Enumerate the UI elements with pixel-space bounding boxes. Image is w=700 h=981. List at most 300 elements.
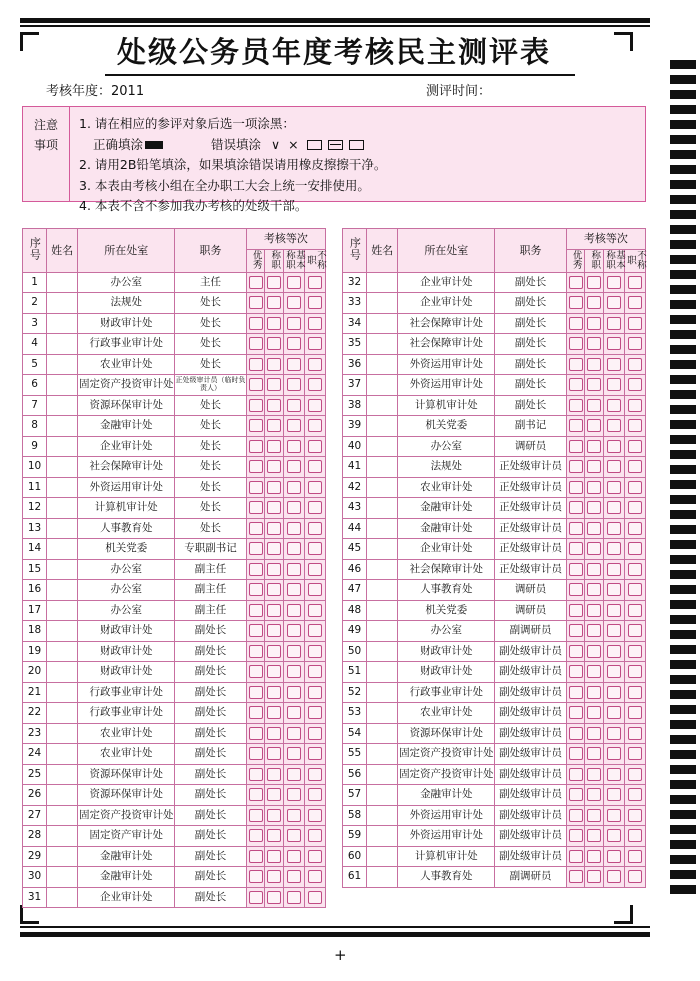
bubble-competent[interactable] [585,498,604,519]
bubble-mark[interactable] [267,870,281,883]
bubble-mark[interactable] [587,460,601,473]
bubble-mark[interactable] [607,358,621,371]
bubble-mark[interactable] [628,870,642,883]
bubble-competent[interactable] [585,867,604,888]
bubble-mark[interactable] [287,809,301,822]
bubble-mark[interactable] [287,440,301,453]
bubble-basic[interactable] [604,662,625,683]
bubble-competent[interactable] [585,272,604,293]
bubble-basic[interactable] [284,559,305,580]
bubble-basic[interactable] [604,682,625,703]
bubble-mark[interactable] [607,706,621,719]
bubble-basic[interactable] [604,641,625,662]
bubble-mark[interactable] [607,542,621,555]
bubble-competent[interactable] [585,313,604,334]
bubble-mark[interactable] [628,399,642,412]
bubble-competent[interactable] [585,703,604,724]
bubble-mark[interactable] [308,378,322,391]
bubble-mark[interactable] [308,727,322,740]
bubble-basic[interactable] [604,518,625,539]
bubble-basic[interactable] [604,293,625,314]
bubble-excellent[interactable] [246,375,265,396]
bubble-basic[interactable] [284,785,305,806]
bubble-mark[interactable] [569,706,583,719]
bubble-mark[interactable] [287,891,301,904]
bubble-mark[interactable] [607,399,621,412]
bubble-mark[interactable] [628,788,642,801]
bubble-excellent[interactable] [566,293,585,314]
bubble-basic[interactable] [604,621,625,642]
bubble-excellent[interactable] [246,621,265,642]
bubble-mark[interactable] [287,317,301,330]
bubble-mark[interactable] [249,563,263,576]
bubble-mark[interactable] [249,276,263,289]
bubble-mark[interactable] [267,358,281,371]
bubble-mark[interactable] [628,337,642,350]
bubble-incompetent[interactable] [305,703,326,724]
bubble-excellent[interactable] [246,539,265,560]
bubble-competent[interactable] [585,682,604,703]
bubble-basic[interactable] [284,621,305,642]
bubble-excellent[interactable] [566,559,585,580]
bubble-basic[interactable] [604,723,625,744]
bubble-mark[interactable] [569,624,583,637]
bubble-basic[interactable] [284,826,305,847]
bubble-mark[interactable] [249,850,263,863]
bubble-incompetent[interactable] [625,518,646,539]
bubble-excellent[interactable] [246,744,265,765]
bubble-basic[interactable] [604,416,625,437]
bubble-mark[interactable] [287,276,301,289]
bubble-mark[interactable] [587,276,601,289]
bubble-competent[interactable] [265,764,284,785]
bubble-competent[interactable] [585,826,604,847]
bubble-mark[interactable] [587,501,601,514]
bubble-mark[interactable] [249,706,263,719]
bubble-mark[interactable] [287,481,301,494]
bubble-mark[interactable] [628,727,642,740]
bubble-mark[interactable] [267,501,281,514]
bubble-incompetent[interactable] [625,600,646,621]
bubble-basic[interactable] [284,334,305,355]
bubble-basic[interactable] [284,867,305,888]
bubble-incompetent[interactable] [625,457,646,478]
bubble-excellent[interactable] [566,457,585,478]
bubble-competent[interactable] [265,826,284,847]
bubble-competent[interactable] [585,539,604,560]
bubble-mark[interactable] [607,296,621,309]
bubble-competent[interactable] [585,846,604,867]
bubble-excellent[interactable] [566,354,585,375]
bubble-mark[interactable] [628,768,642,781]
bubble-mark[interactable] [569,583,583,596]
bubble-incompetent[interactable] [625,477,646,498]
bubble-mark[interactable] [267,378,281,391]
bubble-excellent[interactable] [246,867,265,888]
bubble-incompetent[interactable] [625,764,646,785]
bubble-mark[interactable] [628,317,642,330]
bubble-mark[interactable] [267,563,281,576]
bubble-mark[interactable] [267,583,281,596]
bubble-excellent[interactable] [566,764,585,785]
bubble-basic[interactable] [284,641,305,662]
bubble-incompetent[interactable] [305,559,326,580]
bubble-mark[interactable] [569,604,583,617]
bubble-excellent[interactable] [246,293,265,314]
bubble-mark[interactable] [287,727,301,740]
bubble-competent[interactable] [265,805,284,826]
bubble-mark[interactable] [569,747,583,760]
bubble-competent[interactable] [265,313,284,334]
bubble-mark[interactable] [569,768,583,781]
bubble-basic[interactable] [604,313,625,334]
bubble-basic[interactable] [284,846,305,867]
bubble-excellent[interactable] [566,580,585,601]
bubble-competent[interactable] [585,764,604,785]
bubble-basic[interactable] [284,272,305,293]
bubble-incompetent[interactable] [305,580,326,601]
bubble-competent[interactable] [265,621,284,642]
bubble-basic[interactable] [284,580,305,601]
bubble-excellent[interactable] [246,457,265,478]
bubble-excellent[interactable] [566,477,585,498]
bubble-mark[interactable] [249,522,263,535]
bubble-mark[interactable] [607,645,621,658]
bubble-competent[interactable] [265,867,284,888]
bubble-incompetent[interactable] [305,334,326,355]
bubble-mark[interactable] [287,747,301,760]
bubble-competent[interactable] [585,477,604,498]
bubble-incompetent[interactable] [305,764,326,785]
bubble-excellent[interactable] [246,826,265,847]
bubble-incompetent[interactable] [625,313,646,334]
bubble-incompetent[interactable] [625,867,646,888]
bubble-competent[interactable] [585,334,604,355]
bubble-incompetent[interactable] [305,621,326,642]
bubble-competent[interactable] [265,662,284,683]
bubble-basic[interactable] [284,436,305,457]
bubble-mark[interactable] [587,645,601,658]
bubble-mark[interactable] [587,624,601,637]
bubble-excellent[interactable] [246,764,265,785]
bubble-mark[interactable] [569,870,583,883]
bubble-mark[interactable] [308,419,322,432]
bubble-basic[interactable] [284,395,305,416]
bubble-incompetent[interactable] [305,826,326,847]
bubble-mark[interactable] [569,788,583,801]
bubble-mark[interactable] [249,501,263,514]
bubble-mark[interactable] [628,358,642,371]
bubble-mark[interactable] [249,481,263,494]
bubble-basic[interactable] [284,375,305,396]
bubble-mark[interactable] [628,850,642,863]
bubble-mark[interactable] [607,440,621,453]
bubble-mark[interactable] [287,850,301,863]
bubble-excellent[interactable] [246,334,265,355]
bubble-mark[interactable] [587,419,601,432]
bubble-mark[interactable] [249,440,263,453]
bubble-mark[interactable] [287,788,301,801]
bubble-competent[interactable] [585,436,604,457]
bubble-mark[interactable] [308,829,322,842]
bubble-excellent[interactable] [246,703,265,724]
bubble-mark[interactable] [267,747,281,760]
bubble-mark[interactable] [587,768,601,781]
bubble-basic[interactable] [604,272,625,293]
bubble-mark[interactable] [628,378,642,391]
bubble-mark[interactable] [249,378,263,391]
bubble-competent[interactable] [265,395,284,416]
bubble-mark[interactable] [628,809,642,822]
bubble-incompetent[interactable] [625,621,646,642]
bubble-mark[interactable] [308,563,322,576]
bubble-mark[interactable] [587,378,601,391]
bubble-basic[interactable] [604,354,625,375]
bubble-excellent[interactable] [566,436,585,457]
bubble-basic[interactable] [604,436,625,457]
bubble-excellent[interactable] [246,518,265,539]
bubble-competent[interactable] [265,641,284,662]
bubble-incompetent[interactable] [625,293,646,314]
bubble-mark[interactable] [587,665,601,678]
bubble-competent[interactable] [585,600,604,621]
bubble-mark[interactable] [308,665,322,678]
bubble-basic[interactable] [604,559,625,580]
bubble-mark[interactable] [287,501,301,514]
bubble-mark[interactable] [628,563,642,576]
bubble-mark[interactable] [287,522,301,535]
bubble-mark[interactable] [249,891,263,904]
bubble-incompetent[interactable] [625,846,646,867]
bubble-basic[interactable] [284,600,305,621]
bubble-mark[interactable] [569,563,583,576]
bubble-incompetent[interactable] [625,559,646,580]
bubble-mark[interactable] [267,727,281,740]
bubble-incompetent[interactable] [305,539,326,560]
bubble-mark[interactable] [308,870,322,883]
bubble-basic[interactable] [604,457,625,478]
bubble-competent[interactable] [585,559,604,580]
bubble-mark[interactable] [569,850,583,863]
bubble-mark[interactable] [287,419,301,432]
bubble-mark[interactable] [249,686,263,699]
bubble-incompetent[interactable] [305,867,326,888]
bubble-mark[interactable] [308,624,322,637]
bubble-mark[interactable] [267,399,281,412]
bubble-mark[interactable] [569,460,583,473]
bubble-mark[interactable] [308,768,322,781]
bubble-mark[interactable] [569,317,583,330]
bubble-mark[interactable] [287,604,301,617]
bubble-excellent[interactable] [566,600,585,621]
bubble-mark[interactable] [267,665,281,678]
bubble-mark[interactable] [607,317,621,330]
bubble-basic[interactable] [604,395,625,416]
bubble-excellent[interactable] [566,846,585,867]
bubble-incompetent[interactable] [305,805,326,826]
bubble-mark[interactable] [249,542,263,555]
bubble-excellent[interactable] [566,375,585,396]
bubble-basic[interactable] [284,723,305,744]
bubble-basic[interactable] [284,518,305,539]
bubble-mark[interactable] [249,604,263,617]
bubble-mark[interactable] [308,358,322,371]
bubble-mark[interactable] [569,809,583,822]
bubble-mark[interactable] [249,296,263,309]
bubble-mark[interactable] [607,809,621,822]
bubble-mark[interactable] [628,604,642,617]
bubble-excellent[interactable] [246,416,265,437]
bubble-competent[interactable] [585,354,604,375]
bubble-mark[interactable] [628,686,642,699]
bubble-basic[interactable] [284,539,305,560]
bubble-basic[interactable] [604,785,625,806]
bubble-mark[interactable] [308,583,322,596]
bubble-mark[interactable] [249,747,263,760]
bubble-basic[interactable] [604,744,625,765]
bubble-mark[interactable] [628,747,642,760]
bubble-mark[interactable] [267,645,281,658]
bubble-incompetent[interactable] [305,272,326,293]
bubble-mark[interactable] [587,850,601,863]
bubble-mark[interactable] [569,686,583,699]
bubble-mark[interactable] [607,522,621,535]
bubble-competent[interactable] [585,662,604,683]
bubble-incompetent[interactable] [625,785,646,806]
bubble-competent[interactable] [265,744,284,765]
bubble-basic[interactable] [604,477,625,498]
bubble-competent[interactable] [265,416,284,437]
bubble-mark[interactable] [308,440,322,453]
bubble-mark[interactable] [628,706,642,719]
bubble-mark[interactable] [249,645,263,658]
bubble-mark[interactable] [267,604,281,617]
bubble-mark[interactable] [249,788,263,801]
bubble-excellent[interactable] [246,805,265,826]
bubble-competent[interactable] [585,785,604,806]
bubble-mark[interactable] [569,276,583,289]
bubble-competent[interactable] [585,723,604,744]
bubble-mark[interactable] [267,317,281,330]
bubble-basic[interactable] [604,764,625,785]
bubble-excellent[interactable] [246,498,265,519]
bubble-incompetent[interactable] [305,436,326,457]
bubble-excellent[interactable] [566,539,585,560]
bubble-mark[interactable] [249,727,263,740]
bubble-mark[interactable] [569,522,583,535]
bubble-mark[interactable] [607,563,621,576]
bubble-mark[interactable] [308,481,322,494]
bubble-mark[interactable] [267,768,281,781]
bubble-mark[interactable] [607,686,621,699]
bubble-incompetent[interactable] [625,498,646,519]
bubble-mark[interactable] [287,358,301,371]
bubble-competent[interactable] [585,621,604,642]
bubble-mark[interactable] [587,583,601,596]
bubble-mark[interactable] [308,542,322,555]
bubble-competent[interactable] [265,354,284,375]
bubble-mark[interactable] [267,706,281,719]
bubble-mark[interactable] [569,501,583,514]
bubble-mark[interactable] [308,645,322,658]
bubble-mark[interactable] [607,665,621,678]
bubble-excellent[interactable] [246,313,265,334]
bubble-excellent[interactable] [566,498,585,519]
bubble-mark[interactable] [587,296,601,309]
bubble-basic[interactable] [284,498,305,519]
bubble-incompetent[interactable] [625,641,646,662]
bubble-basic[interactable] [604,826,625,847]
bubble-incompetent[interactable] [625,703,646,724]
bubble-competent[interactable] [265,539,284,560]
bubble-mark[interactable] [308,337,322,350]
bubble-mark[interactable] [607,788,621,801]
bubble-excellent[interactable] [246,477,265,498]
bubble-competent[interactable] [265,375,284,396]
bubble-mark[interactable] [587,747,601,760]
bubble-competent[interactable] [585,580,604,601]
bubble-basic[interactable] [284,744,305,765]
bubble-excellent[interactable] [566,621,585,642]
bubble-excellent[interactable] [246,354,265,375]
bubble-mark[interactable] [569,440,583,453]
bubble-excellent[interactable] [246,662,265,683]
bubble-excellent[interactable] [566,785,585,806]
bubble-mark[interactable] [287,645,301,658]
bubble-mark[interactable] [607,850,621,863]
bubble-incompetent[interactable] [305,354,326,375]
bubble-basic[interactable] [284,682,305,703]
bubble-excellent[interactable] [566,744,585,765]
bubble-basic[interactable] [284,477,305,498]
bubble-excellent[interactable] [246,580,265,601]
bubble-basic[interactable] [284,457,305,478]
bubble-mark[interactable] [607,419,621,432]
bubble-competent[interactable] [265,785,284,806]
bubble-incompetent[interactable] [305,600,326,621]
bubble-basic[interactable] [284,662,305,683]
bubble-mark[interactable] [267,829,281,842]
bubble-mark[interactable] [308,850,322,863]
bubble-mark[interactable] [287,870,301,883]
bubble-incompetent[interactable] [625,744,646,765]
bubble-excellent[interactable] [246,682,265,703]
bubble-incompetent[interactable] [625,354,646,375]
bubble-mark[interactable] [287,399,301,412]
bubble-mark[interactable] [628,419,642,432]
bubble-mark[interactable] [308,706,322,719]
bubble-mark[interactable] [249,419,263,432]
bubble-basic[interactable] [284,354,305,375]
bubble-mark[interactable] [249,460,263,473]
bubble-excellent[interactable] [566,395,585,416]
bubble-mark[interactable] [628,501,642,514]
bubble-mark[interactable] [308,747,322,760]
bubble-mark[interactable] [607,378,621,391]
bubble-competent[interactable] [265,723,284,744]
bubble-excellent[interactable] [566,272,585,293]
bubble-mark[interactable] [569,727,583,740]
bubble-basic[interactable] [284,293,305,314]
bubble-mark[interactable] [267,337,281,350]
bubble-excellent[interactable] [566,703,585,724]
bubble-mark[interactable] [587,604,601,617]
bubble-mark[interactable] [287,378,301,391]
bubble-mark[interactable] [267,440,281,453]
bubble-mark[interactable] [267,809,281,822]
bubble-incompetent[interactable] [625,805,646,826]
bubble-mark[interactable] [308,891,322,904]
